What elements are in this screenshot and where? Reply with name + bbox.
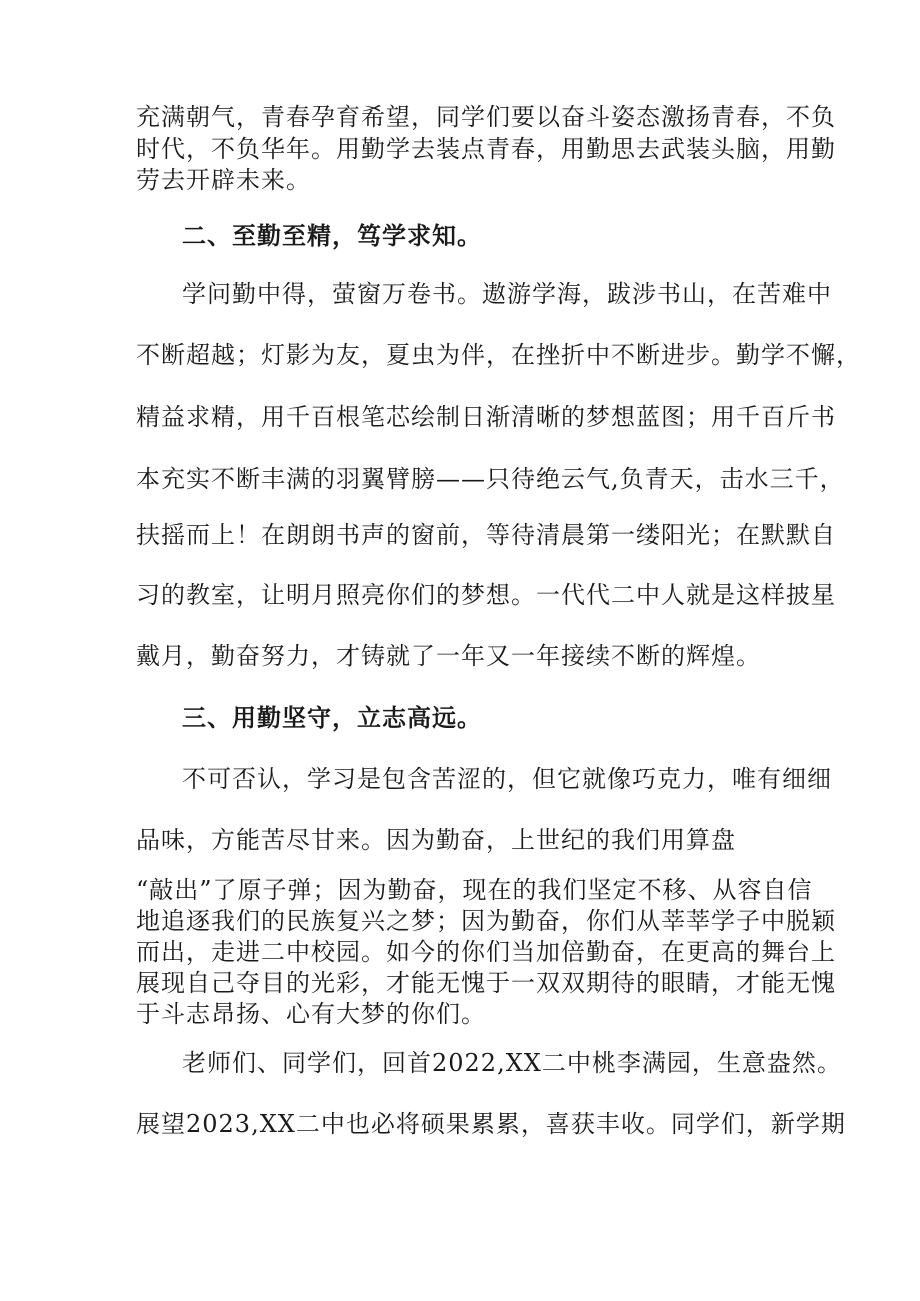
text-line: 品味，方能苦尽甘来。因为勤奋，上世纪的我们用算盘 (136, 826, 736, 854)
text-line: 扶摇而上！在朗朗书声的窗前，等待清晨第一缕阳光；在默默自 (136, 521, 836, 549)
text-line: 不断超越；灯影为友，夏虫为伴，在挫折中不断进步。勤学不懈， (136, 341, 861, 369)
text-line: 本充实不断丰满的羽翼臂膀——只待绝云气,负青天，击水三千， (136, 465, 845, 493)
text-line: 地追逐我们的民族复兴之梦；因为勤奋，你们从莘莘学子中脱颖 (136, 907, 836, 935)
text-line: 学问勤中得，萤窗万卷书。遨游学海，跋涉书山，在苦难中 (182, 280, 832, 308)
text-line: 劳去开辟未来。 (136, 166, 311, 194)
text-line: 习的教室，让明月照亮你们的梦想。一代代二中人就是这样披星 (136, 581, 836, 609)
text-line: 而出，走进二中校园。如今的你们当加倍勤奋，在更高的舞台上 (136, 938, 836, 966)
section-heading-3: 三、用勤坚守，立志高远。 (182, 704, 482, 732)
text-line: 不可否认，学习是包含苦涩的，但它就像巧克力，唯有细细 (182, 765, 832, 793)
text-line: 于斗志昂扬、心有大梦的你们。 (136, 1000, 486, 1028)
text-line: 戴月，勤奋努力，才铸就了一年又一年接续不断的辉煌。 (136, 642, 761, 670)
text-line: 展望2023,XX二中也必将硕果累累，喜获丰收。同学们，新学期 (136, 1110, 846, 1138)
text-line: “敲出”了原子弹；因为勤奋，现在的我们坚定不移、从容自信 (136, 876, 813, 904)
text-line: 展现自己夺目的光彩，才能无愧于一双双期待的眼睛，才能无愧 (136, 969, 836, 997)
text-line: 时代，不负华年。用勤学去装点青春，用勤思去武装头脑，用勤 (136, 135, 836, 163)
text-line: 充满朝气，青春孕育希望，同学们要以奋斗姿态激扬青春，不负 (136, 103, 836, 131)
section-heading-2: 二、至勤至精，笃学求知。 (182, 222, 482, 250)
text-line: 精益求精，用千百根笔芯绘制日渐清晰的梦想蓝图；用千百斤书 (136, 403, 836, 431)
text-line: 老师们、同学们，回首2022,XX二中桃李满园，生意盎然。 (182, 1049, 842, 1077)
